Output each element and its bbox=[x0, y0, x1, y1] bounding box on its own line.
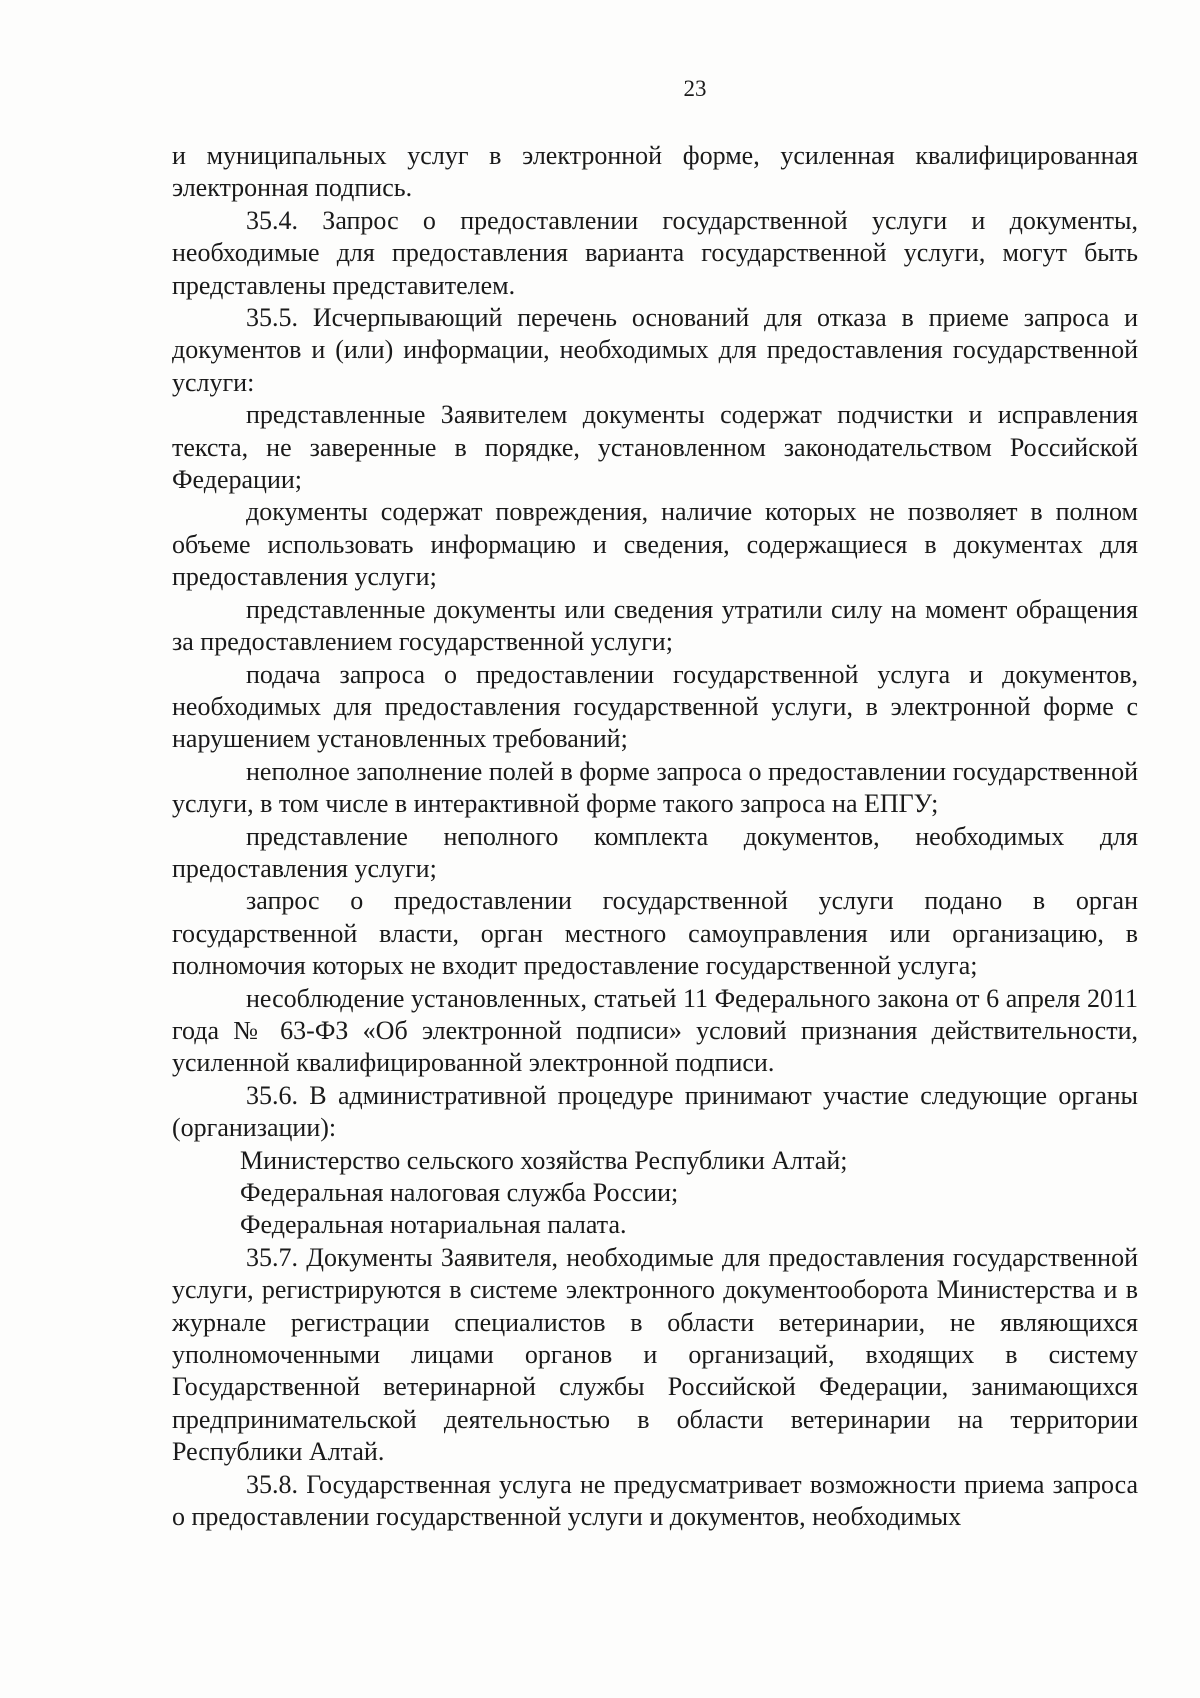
document-body bbox=[172, 140, 1138, 1533]
list-item-damage: документы содержат повреждения, наличие которых не позволяет в полном объеме использовать информацию и сведения, содержащиеся в документах для предоставления услуги; bbox=[172, 497, 1138, 592]
paragraph-continuation: и муниципальных услуг в электронной форме, усиленная квалифицированная электронная подпись. bbox=[172, 141, 1138, 203]
list-item-incomplete-fields: неполное заполнение полей в форме запроса о предоставлении государственной услуги, в том числе в интерактивной форме такого запроса на ЕПГУ; bbox=[172, 756, 1138, 819]
org-tax-service: Федеральная налоговая служба России; bbox=[240, 1178, 679, 1207]
paragraph-35-6: 35.6. В административной процедуре принимают участие следующие органы (организации): bbox=[172, 1080, 1138, 1143]
list-item-wrong-authority: запрос о предоставлении государственной услуги подано в орган государственной власти, орган местного самоуправления или организацию, в полномочия которых не входит предоставление государственной услуга; bbox=[172, 886, 1138, 981]
list-item-expired: представленные документы или сведения утратили силу на момент обращения за предоставлением государственной услуги; bbox=[172, 594, 1138, 657]
list-item-corrections: представленные Заявителем документы содержат подчистки и исправления текста, не заверенные в порядке, установленном законодательством Российской Федерации; bbox=[172, 400, 1138, 495]
list-item-electronic-violation: подача запроса о предоставлении государственной услуга и документов, необходимых для предоставления государственной услуги, в электронной форме с нарушением установленных требований; bbox=[172, 659, 1138, 754]
paragraph-35-7: 35.7. Документы Заявителя, необходимые для предоставления государственной услуги, регистрируются в системе электронного документооборота Министерства и в журнале регистрации специалистов в области ветеринарии, не являющихся уполномоченными лицами органов и организаций, входящих в систему Государственной ветеринарной службы Российской Федерации, занимающихся предпринимательской деятельностью в области ветеринарии на территории Республики Алтай. bbox=[172, 1242, 1138, 1467]
list-item-signature: несоблюдение установленных, статьей 11 Федерального закона от 6 апреля 2011 года № 63-ФЗ «Об электронной подписи» условий признания действительности, усиленной квалифицированной электронной подписи. bbox=[172, 983, 1138, 1078]
org-notary-chamber: Федеральная нотариальная палата. bbox=[240, 1210, 627, 1240]
org-ministry: Министерство сельского хозяйства Республики Алтай; bbox=[240, 1145, 848, 1175]
page-number: 23 bbox=[683, 76, 707, 101]
list-item-incomplete-set: представление неполного комплекта документов, необходимых для предоставления услуги; bbox=[172, 821, 1138, 883]
paragraph-35-5: 35.5. Исчерпывающий перечень оснований для отказа в приеме запроса и документов и (или) информации, необходимых для предоставления государственной услуги: bbox=[172, 303, 1138, 397]
paragraph-35-8: 35.8. Государственная услуга не предусматривает возможности приема запроса о предоставлении государственной услуги и документов, необходимых bbox=[172, 1469, 1138, 1532]
paragraph-35-4: 35.4. Запрос о предоставлении государственной услуги и документы, необходимые для предоставления варианта государственной услуги, могут быть представлены представителем. bbox=[172, 205, 1138, 300]
